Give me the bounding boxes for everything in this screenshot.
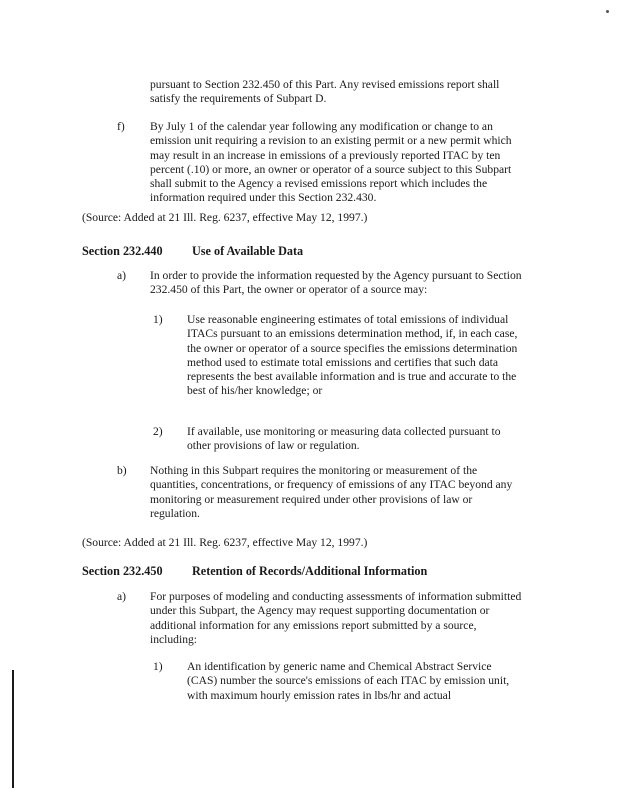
page-edge-line	[12, 670, 14, 788]
item-label-1: 1)	[153, 313, 163, 326]
item-label-1: 1)	[153, 660, 163, 673]
section-title: Retention of Records/Additional Information	[192, 564, 428, 578]
source-note-1: (Source: Added at 21 Ill. Reg. 6237, effective May 12, 1997.)	[82, 211, 368, 224]
paragraph-232-450-a-1: An identification by generic name and Chemical Abstract Service (CAS) number the source's emissions of each ITAC by emission unit, with maximum hourly emission rates in lbs/hr and actual	[187, 660, 510, 702]
source-note-2: (Source: Added at 21 Ill. Reg. 6237, effective May 12, 1997.)	[82, 536, 368, 549]
section-heading-232-440	[82, 244, 522, 258]
item-label-a: a)	[117, 269, 127, 282]
section-number: Section 232.440	[82, 244, 163, 258]
section-title: Use of Available Data	[192, 244, 304, 258]
paragraph-232-450-a: For purposes of modeling and conducting assessments of information submitted under this Subpart, the Agency may request supporting documentation or additional information for any emissions report submitted by a source, including:	[150, 590, 522, 646]
paragraph-232-440-b: Nothing in this Subpart requires the monitoring or measurement of the quantities, concentrations, or frequency of emissions of any ITAC beyond any monitoring or measurement required under other provisions of law or regulation.	[150, 464, 513, 520]
scan-mark	[606, 10, 609, 13]
paragraph-f: By July 1 of the calendar year following any modification or change to an emission unit requiring a revision to an existing permit or a new permit which may result in an increase in emissions of a previously reported ITAC by ten percent (.10) or more, an owner or operator of a source subject to this Subpart shall submit to the Agency a revised emissions report which includes the information required under this Section 232.430.	[150, 120, 512, 205]
paragraph-232-440-a-2: If available, use monitoring or measuring data collected pursuant to other provisions of law or regulation.	[187, 425, 501, 453]
item-label-b: b)	[117, 464, 127, 477]
paragraph-232-440-a-1: Use reasonable engineering estimates of total emissions of individual ITACs pursuant to an emissions determination method, if, in each case, the owner or operator of a source specifies the emissions determination method used to estimate total emissions and certifies that such data represents the best available information and is true and accurate to the best of his/her knowledge; or	[187, 313, 518, 398]
item-label-2: 2)	[153, 425, 163, 438]
item-label-a: a)	[117, 590, 127, 603]
paragraph-232-440-a: In order to provide the information requested by the Agency pursuant to Section 232.450 of this Part, the owner or operator of a source may:	[150, 269, 522, 297]
paragraph-intro-continuation: pursuant to Section 232.450 of this Part. Any revised emissions report shall satisfy the requirements of Subpart D.	[150, 78, 500, 106]
section-number: Section 232.450	[82, 564, 163, 578]
item-label-f: f)	[117, 120, 125, 133]
section-heading-232-450	[82, 564, 522, 578]
